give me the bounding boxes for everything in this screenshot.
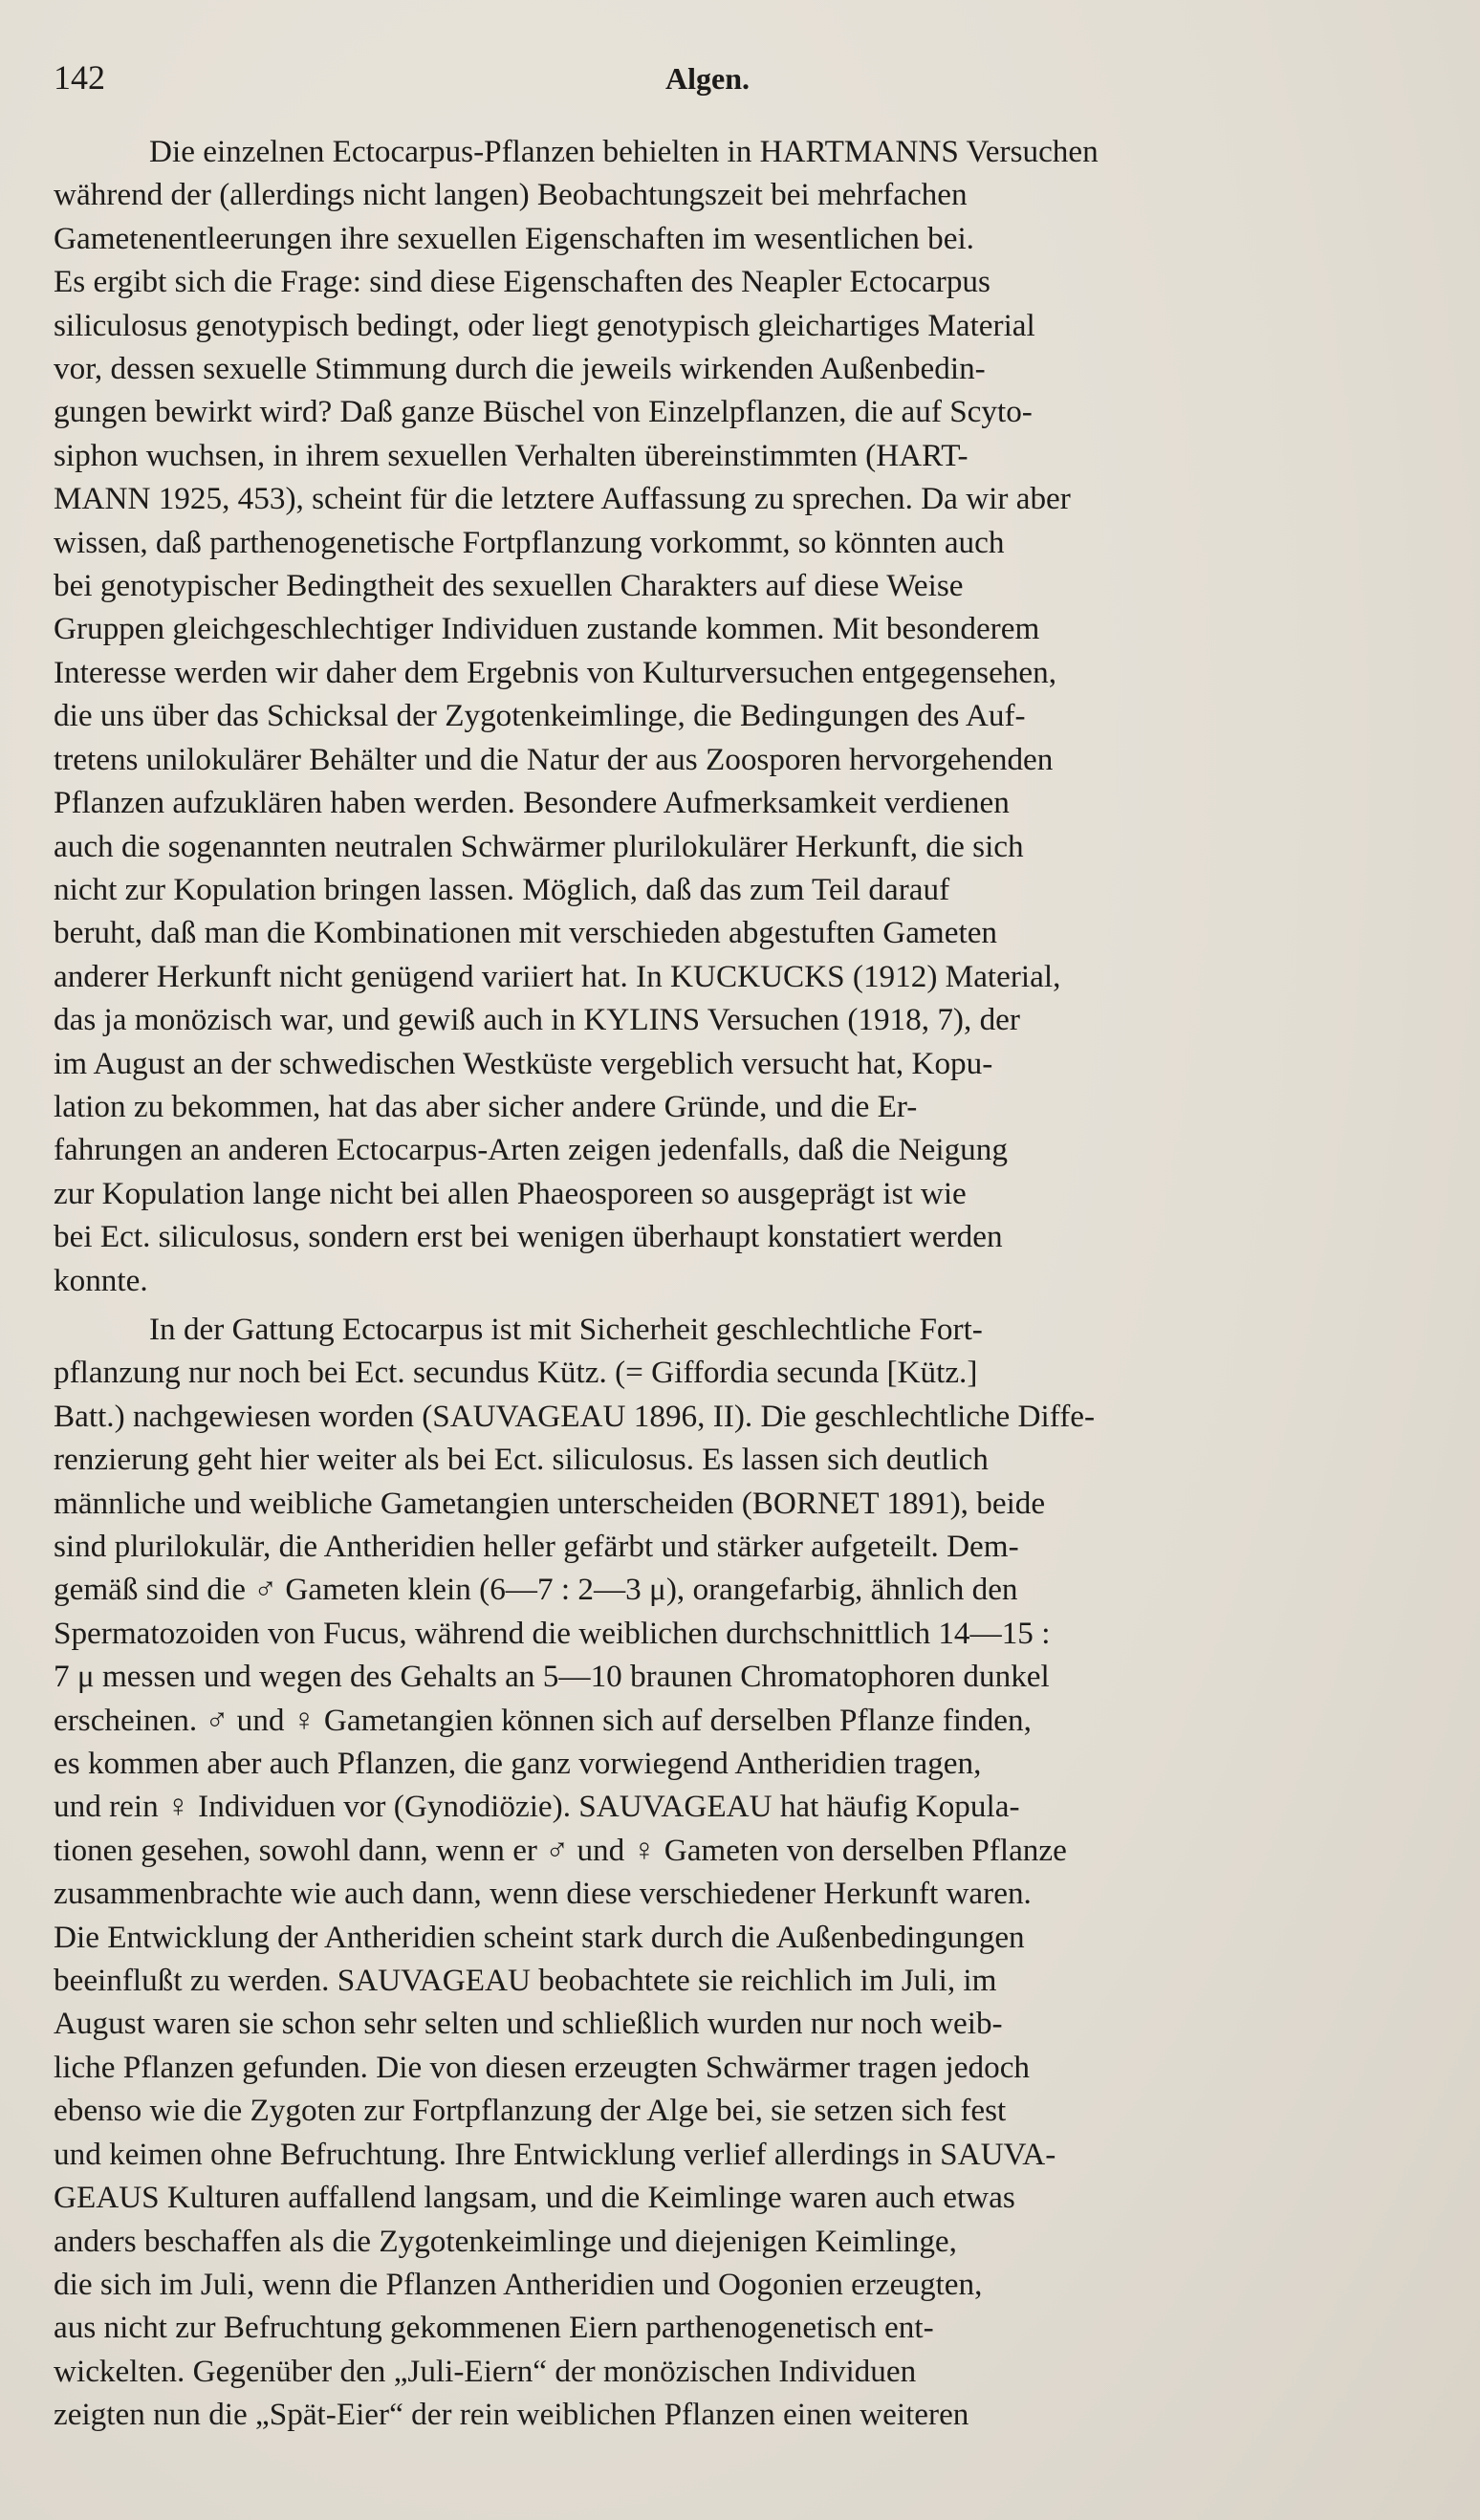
text-line: tionen gesehen, sowohl dann, wenn er ♂ und ♀ Gameten von derselben Pflanze: [54, 1832, 1067, 1868]
text-line: Es ergibt sich die Frage: sind diese Eigenschaften des Neapler Ectocarpus: [54, 264, 990, 300]
text-line: die uns über das Schicksal der Zygotenkeimlinge, die Bedingungen des Auf-: [54, 698, 1026, 734]
text-line: zeigten nun die „Spät-Eier“ der rein weiblichen Pflanzen einen weiteren: [54, 2397, 969, 2433]
text-line: GEAUS Kulturen auffallend langsam, und die Keimlinge waren auch etwas: [54, 2180, 1015, 2216]
text-line: In der Gattung Ectocarpus ist mit Sicherheit geschlechtliche Fort-: [149, 1311, 983, 1347]
body-text: [54, 130, 1419, 2437]
text-line: im August an der schwedischen Westküste vergeblich versucht hat, Kopu-: [54, 1045, 993, 1081]
text-line: siliculosus genotypisch bedingt, oder liegt genotypisch gleichartiges Material: [54, 307, 1035, 343]
text-line: liche Pflanzen gefunden. Die von diesen erzeugten Schwärmer tragen jedoch: [54, 2049, 1031, 2085]
text-line: lation zu bekommen, hat das aber sicher andere Gründe, und die Er-: [54, 1088, 918, 1124]
paragraph: [54, 1308, 1419, 2437]
text-line: beeinflußt zu werden. SAUVAGEAU beobachtete sie reichlich im Juli, im: [54, 1963, 997, 1999]
text-line: gemäß sind die ♂ Gameten klein (6—7 : 2—3 μ), orangefarbig, ähnlich den: [54, 1572, 1018, 1608]
text-line: ebenso wie die Zygoten zur Fortpflanzung der Alge bei, sie setzen sich fest: [54, 2093, 1007, 2129]
text-line: das ja monözisch war, und gewiß auch in KYLINS Versuchen (1918, 7), der: [54, 1002, 1020, 1038]
text-line: männliche und weibliche Gametangien unterscheiden (BORNET 1891), beide: [54, 1485, 1046, 1521]
text-line: MANN 1925, 453), scheint für die letztere Auffassung zu sprechen. Da wir aber: [54, 481, 1071, 517]
text-line: beruht, daß man die Kombinationen mit verschieden abgestuften Gameten: [54, 915, 998, 951]
text-line: sind plurilokulär, die Antheridien heller gefärbt und stärker aufgeteilt. Dem-: [54, 1529, 1019, 1564]
text-line: wissen, daß parthenogenetische Fortpflanzung vorkommt, so könnten auch: [54, 524, 1005, 560]
running-head: [54, 57, 1419, 115]
text-line: wickelten. Gegenüber den „Juli-Eiern“ der monözischen Individuen: [54, 2353, 917, 2389]
text-line: fahrungen an anderen Ectocarpus-Arten zeigen jedenfalls, daß die Neigung: [54, 1132, 1008, 1168]
text-line: Batt.) nachgewiesen worden (SAUVAGEAU 1896, II). Die geschlechtliche Diffe-: [54, 1398, 1096, 1434]
text-line: vor, dessen sexuelle Stimmung durch die jeweils wirkenden Außenbedin-: [54, 351, 986, 387]
text-line: Interesse werden wir daher dem Ergebnis von Kulturversuchen entgegensehen,: [54, 654, 1057, 690]
text-line: die sich im Juli, wenn die Pflanzen Antheridien und Oogonien erzeugten,: [54, 2266, 983, 2302]
text-line: siphon wuchsen, in ihrem sexuellen Verhalten übereinstimmten (HART-: [54, 437, 969, 473]
text-line: Spermatozoiden von Fucus, während die weiblichen durchschnittlich 14—15 :: [54, 1615, 1051, 1651]
text-line: renzierung geht hier weiter als bei Ect. siliculosus. Es lassen sich deutlich: [54, 1442, 989, 1478]
text-line: 7 μ messen und wegen des Gehalts an 5—10 braunen Chromatophoren dunkel: [54, 1659, 1050, 1695]
text-line: Gruppen gleichgeschlechtiger Individuen zustande kommen. Mit besonderem: [54, 611, 1040, 647]
text-line: und rein ♀ Individuen vor (Gynodiözie). SAUVAGEAU hat häufig Kopula-: [54, 1789, 1020, 1825]
text-line: anderer Herkunft nicht genügend variiert hat. In KUCKUCKS (1912) Material,: [54, 958, 1061, 994]
text-line: Die einzelnen Ectocarpus-Pflanzen behielten in HARTMANNS Versuchen: [149, 134, 1099, 169]
text-line: bei genotypischer Bedingtheit des sexuellen Charakters auf diese Weise: [54, 568, 964, 604]
text-line: erscheinen. ♂ und ♀ Gametangien können sich auf derselben Pflanze finden,: [54, 1702, 1032, 1738]
text-line: Pflanzen aufzuklären haben werden. Besondere Aufmerksamkeit verdienen: [54, 785, 1010, 821]
text-line: nicht zur Kopulation bringen lassen. Möglich, daß das zum Teil darauf: [54, 871, 950, 907]
text-line: Gametenentleerungen ihre sexuellen Eigenschaften im wesentlichen bei.: [54, 220, 974, 256]
text-line: anders beschaffen als die Zygotenkeimlinge und diejenigen Keimlinge,: [54, 2223, 957, 2259]
text-line: pflanzung nur noch bei Ect. secundus Kütz. (= Giffordia secunda [Kütz.]: [54, 1355, 978, 1391]
text-line: August waren sie schon sehr selten und schließlich wurden nur noch weib-: [54, 2006, 1003, 2042]
section-title: Algen.: [665, 61, 750, 96]
text-line: bei Ect. siliculosus, sondern erst bei wenigen überhaupt konstatiert werden: [54, 1219, 1003, 1255]
text-line: konnte.: [54, 1262, 148, 1298]
text-line: zur Kopulation lange nicht bei allen Phaeosporeen so ausgeprägt ist wie: [54, 1175, 967, 1211]
text-line: zusammenbrachte wie auch dann, wenn diese verschiedener Herkunft waren.: [54, 1876, 1032, 1912]
text-line: aus nicht zur Befruchtung gekommenen Eiern parthenogenetisch ent-: [54, 2310, 934, 2346]
text-line: gungen bewirkt wird? Daß ganze Büschel von Einzelpflanzen, die auf Scyto-: [54, 394, 1033, 430]
text-line: tretens unilokulärer Behälter und die Natur der aus Zoosporen hervorgehenden: [54, 741, 1054, 777]
paragraph: [54, 130, 1419, 1302]
text-line: und keimen ohne Befruchtung. Ihre Entwicklung verlief allerdings in SAUVA-: [54, 2136, 1056, 2172]
text-line: Die Entwicklung der Antheridien scheint stark durch die Außenbedingungen: [54, 1919, 1025, 1955]
text-line: auch die sogenannten neutralen Schwärmer plurilokulärer Herkunft, die sich: [54, 828, 1024, 864]
text-line: während der (allerdings nicht langen) Beobachtungszeit bei mehrfachen: [54, 177, 968, 213]
text-line: es kommen aber auch Pflanzen, die ganz vorwiegend Antheridien tragen,: [54, 1746, 982, 1782]
page-number: 142: [54, 58, 105, 97]
